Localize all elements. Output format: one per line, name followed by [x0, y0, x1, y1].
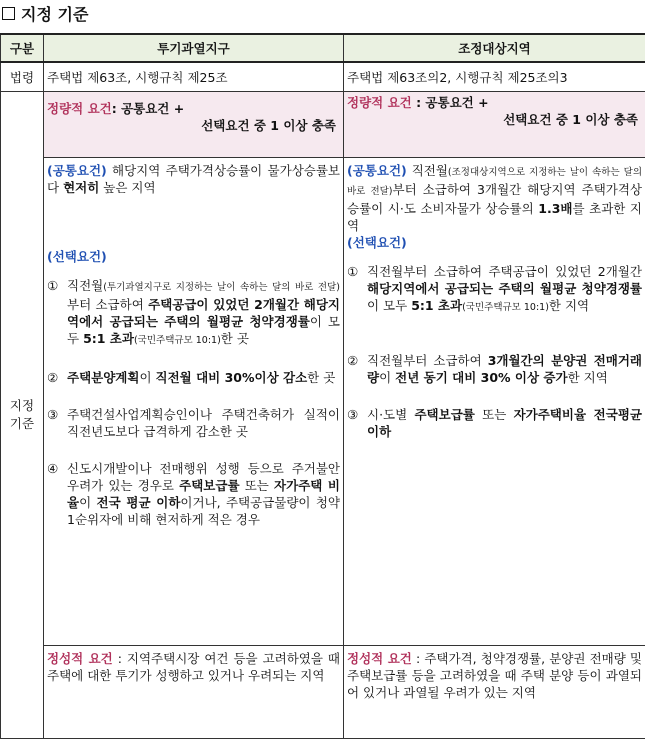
criteria-table: [0, 33, 645, 739]
section-title-text: 지정 기준: [21, 2, 88, 25]
header-speculation-zone: 투기과열지구: [44, 34, 344, 62]
select-label-1: (선택요건): [47, 248, 340, 265]
qual-adjustment: 정성적 요건 : 주택가격, 청약경쟁률, 분양권 전매량 및 주택보급률 등을 고려하였을 때 주택 분양 등이 과열되어 있거나 과열될 우려가 있는 지역: [344, 646, 645, 739]
list-item: ③ 시·도별 주택보급률 또는 자가주택비율 전국평균 이하: [347, 406, 642, 440]
section-title: [2, 0, 88, 26]
law-adjustment: 주택법 제63조의2, 시행규칙 제25조의3: [344, 62, 645, 92]
quant-label-2: 정량적 요건: [347, 95, 412, 110]
list-item: ② 직전월부터 소급하여 3개월간의 분양권 전매거래량이 전년 동기 대비 30% 이상 증가한 지역: [347, 352, 642, 386]
header-adjustment-zone: 조정대상지역: [344, 34, 645, 62]
list-item: ① 직전월(투기과열지구로 지정하는 날이 속하는 달의 바로 전달)부터 소급하여 주택공급이 있었던 2개월간 해당지역에서 공급되는 주택의 월평균 청약경쟁률이 모두 5:1 초과(국민주택규모 10:1)한 곳: [47, 277, 340, 349]
criteria-label: 지정 기준: [1, 92, 44, 739]
qual-speculation: 정성적 요건 : 지역주택시장 여건 등을 고려하였을 때 주택에 대한 투기가 성행하고 있거나 우려되는 지역: [44, 646, 344, 739]
requirements-adjustment: (공통요건) 직전월(조정대상지역으로 지정하는 날이 속하는 달의 바로 전달)부터 소급하여 3개월간 해당지역 주택가격상승률이 시·도 소비자물가 상승률의 1.3배를 초과한 지역 (선택요건) ① 직전월부터 소급하여 주택공급이 있었던 2개월간 해당지역에서 공급되는 주택의 월평균 청약경쟁률이 모두 5:1 초과(국민주택규모 10:1)한 지역 ② 직전월부터 소급하여 3개월간의 분양권 전매거래량이 전년 동기 대비 30% 이상 증가한 지역 ③ 시·도별 주택보급률 또는 자가주택비율 전국평균 이하: [344, 158, 645, 646]
list-item: ① 직전월부터 소급하여 주택공급이 있었던 2개월간 해당지역에서 공급되는 주택의 월평균 청약경쟁률이 모두 5:1 초과(국민주택규모 10:1)한 지역: [347, 263, 642, 316]
quant-speculation: 정량적 요건: 공통요건 + 선택요건 중 1 이상 충족: [44, 92, 344, 158]
quant-adjustment: 정량적 요건 : 공통요건 + 선택요건 중 1 이상 충족: [344, 92, 645, 158]
law-speculation: 주택법 제63조, 시행규칙 제25조: [44, 62, 344, 92]
law-label: 법령: [1, 62, 44, 92]
quant-row: [1, 92, 645, 158]
checkbox-square-icon: [2, 7, 15, 20]
table-header-row: [1, 34, 645, 62]
header-category: 구분: [1, 34, 44, 62]
list-item: ② 주택분양계획이 직전월 대비 30%이상 감소한 곳: [47, 369, 340, 386]
requirements-row: [1, 158, 645, 646]
list-item: ④ 신도시개발이나 전매행위 성행 등으로 주거불안 우려가 있는 경우로 주택보급률 또는 자가주택 비율이 전국 평균 이하이거나, 주택공급물량이 청약1순위자에 비해 현저하게 적은 경우: [47, 460, 340, 528]
law-row: [1, 62, 645, 92]
qual-row: [1, 646, 645, 739]
requirements-speculation: (공통요건) 해당지역 주택가격상승률이 물가상승률보다 현저히 높은 지역 (선택요건) ① 직전월(투기과열지구로 지정하는 날이 속하는 달의 바로 전달)부터 소급하여 주택공급이 있었던 2개월간 해당지역에서 공급되는 주택의 월평균 청약경쟁률이 모두 5:1 초과(국민주택규모 10:1)한 곳 ② 주택분양계획이 직전월 대비 30%이상 감소한 곳 ③ 주택건설사업계획승인이나 주택건축허가 실적이 직전년도보다 급격하게 감소한 곳 ④ 신도시개발이나 전매행위 성행 등으로 주거불안 우려가 있는 경우로 주택보급률 또는 자가주택 비율이 전국 평균 이하이거나, 주택공급물량이 청약1순위자에 비해 현저하게 적은 경우: [44, 158, 344, 646]
select-label-2: (선택요건): [347, 234, 642, 251]
list-item: ③ 주택건설사업계획승인이나 주택건축허가 실적이 직전년도보다 급격하게 감소한 곳: [47, 406, 340, 440]
quant-label-1: 정량적 요건: [47, 101, 112, 116]
